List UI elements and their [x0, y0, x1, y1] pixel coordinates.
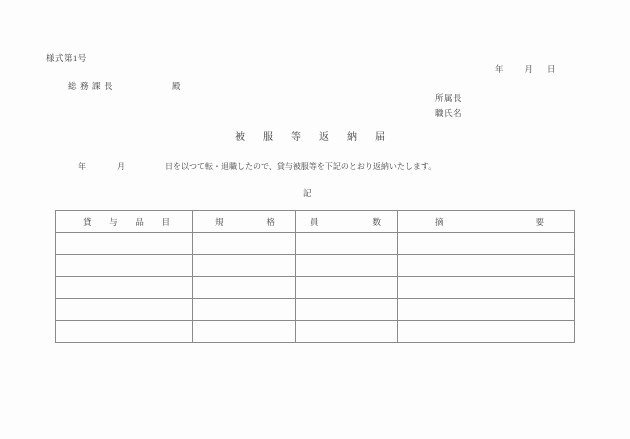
- table-header-row: [56, 211, 575, 233]
- addressee-office: 総務課長: [68, 81, 117, 91]
- body-month-label: 月: [117, 162, 125, 171]
- date-line: [495, 63, 556, 75]
- header-specification: 規格: [193, 211, 296, 233]
- header-remarks: 摘要: [398, 211, 575, 233]
- body-text: 日を以つて転・退職したので、貸与被服等を下記のとおり返納いたします。: [165, 162, 437, 171]
- table-row: [56, 255, 575, 277]
- cell-remarks: [398, 233, 575, 255]
- cell-remarks: [398, 255, 575, 277]
- document-title: 被服等返納届: [235, 132, 403, 143]
- cell-quantity: [296, 299, 398, 321]
- cell-remarks: [398, 321, 575, 343]
- cell-item-name: [56, 233, 193, 255]
- cell-item-name: [56, 321, 193, 343]
- cell-remarks: [398, 277, 575, 299]
- table-row: [56, 299, 575, 321]
- date-day-label: 日: [547, 64, 556, 74]
- cell-item-name: [56, 255, 193, 277]
- header-item-name: 貸与品目: [56, 211, 193, 233]
- date-year-label: 年: [495, 64, 504, 74]
- cell-specification: [193, 299, 296, 321]
- body-year-label: 年: [78, 162, 86, 171]
- table-row: [56, 277, 575, 299]
- addressee-honorific: 殿: [172, 81, 181, 91]
- signer-name-label: 職氏名: [435, 107, 463, 118]
- cell-quantity: [296, 233, 398, 255]
- cell-specification: [193, 255, 296, 277]
- signer-title-label: 所属長: [435, 93, 463, 103]
- table-row: [56, 321, 575, 343]
- cell-quantity: [296, 321, 398, 343]
- date-month-label: 月: [524, 64, 534, 74]
- cell-specification: [193, 233, 296, 255]
- cell-specification: [193, 321, 296, 343]
- cell-specification: [193, 277, 296, 299]
- record-heading: 記: [303, 188, 312, 198]
- return-items-table: [55, 210, 575, 343]
- form-number: 様式第1号: [46, 53, 87, 63]
- cell-quantity: [296, 255, 398, 277]
- cell-remarks: [398, 299, 575, 321]
- body-sentence: [78, 161, 436, 172]
- cell-item-name: [56, 299, 193, 321]
- cell-item-name: [56, 277, 193, 299]
- cell-quantity: [296, 277, 398, 299]
- table-row: [56, 233, 575, 255]
- addressee-line: [68, 80, 181, 92]
- header-quantity: 員数: [296, 211, 398, 233]
- signer-block: [435, 91, 462, 120]
